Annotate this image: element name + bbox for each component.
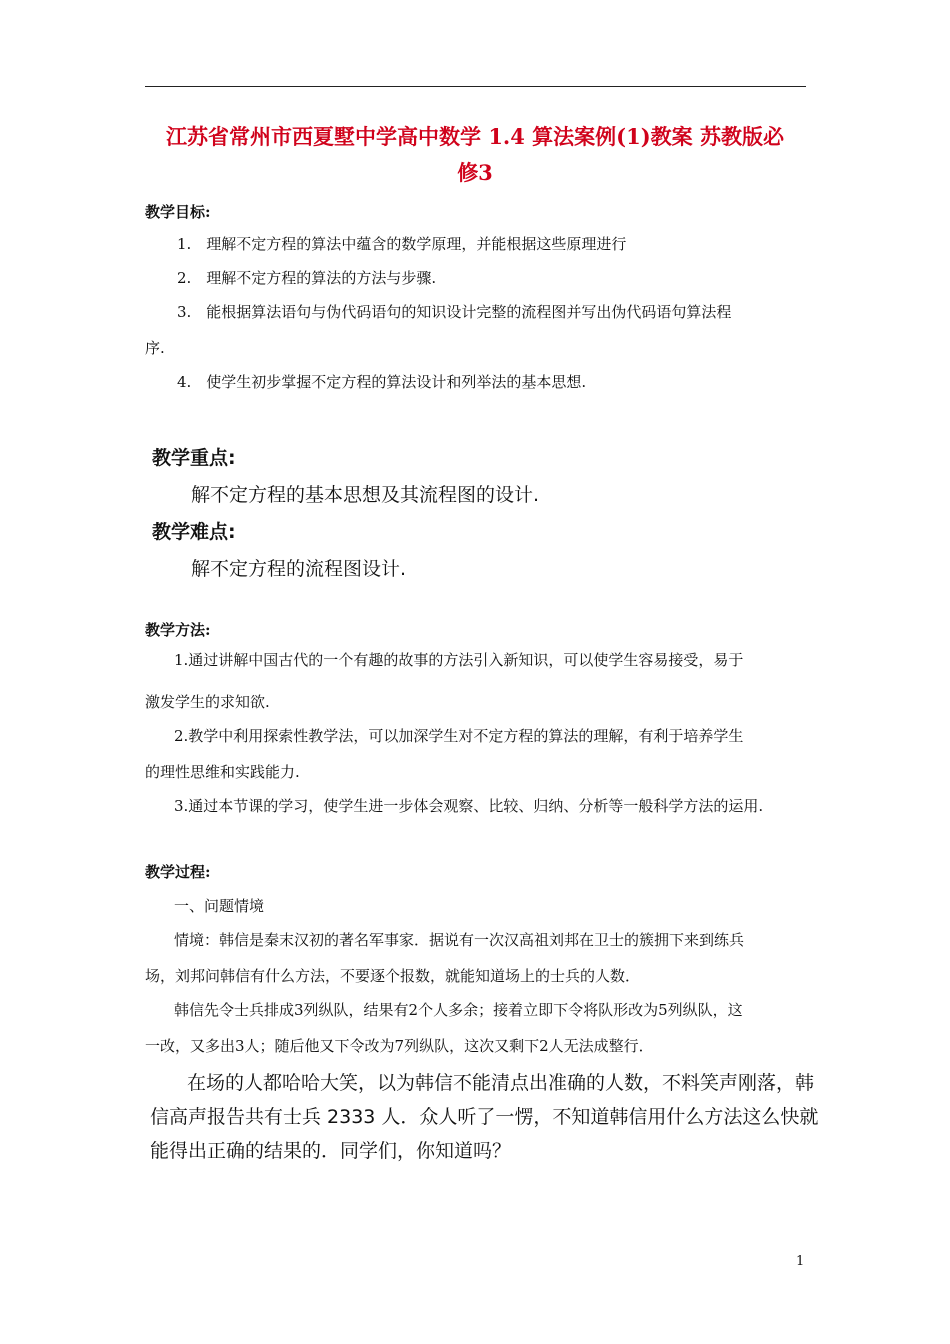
process-line-4: 一改，又多出3人；随后他又下令改为7列纵队，这次又剩下2人无法成整行． xyxy=(145,1037,654,1055)
objective-item-3: 3. 能根据算法语句与伪代码语句的知识设计完整的流程图并写出伪代码语句算法程 xyxy=(177,303,732,321)
document-title-line-1: 江苏省常州市西夏墅中学高中数学 1.4 算法案例(1)教案 苏教版必 xyxy=(166,124,784,149)
document-title-line-2: 修3 xyxy=(457,160,493,185)
page-number: 1 xyxy=(796,1254,805,1269)
objectives-heading: 教学目标: xyxy=(145,203,211,221)
process-line-3: 韩信先令士兵排成3列纵队，结果有2个人多余；接着立即下令将队形改为5列纵队，这 xyxy=(174,1001,743,1019)
process-line-1: 情境：韩信是秦末汉初的著名军事家．据说有一次汉高祖刘邦在卫士的簇拥下来到练兵 xyxy=(174,931,745,949)
difficulties-text: 解不定方程的流程图设计. xyxy=(191,558,407,580)
objective-item-4: 4. 使学生初步掌握不定方程的算法设计和列举法的基本思想. xyxy=(177,373,587,391)
process-section-title: 一、问题情境 xyxy=(174,897,265,915)
story-line-1: 在场的人都哈哈大笑，以为韩信不能清点出准确的人数，不料笑声刚落，韩 xyxy=(187,1072,815,1094)
method-line-3: 3.通过本节课的学习，使学生进一步体会观察、比较、归纳、分析等一般科学方法的运用. xyxy=(174,797,764,815)
process-line-2: 场，刘邦问韩信有什么方法，不要逐个报数，就能知道场上的士兵的人数． xyxy=(145,967,641,985)
difficulties-heading: 教学难点: xyxy=(152,521,236,543)
process-heading: 教学过程: xyxy=(145,863,211,881)
key-points-heading: 教学重点: xyxy=(152,447,236,469)
method-line-2-cont: 的理性思维和实践能力. xyxy=(145,763,300,781)
objective-item-2: 2. 理解不定方程的算法的方法与步骤. xyxy=(177,269,437,287)
story-line-2: 信高声报告共有士兵 2333 人．众人听了一愣，不知道韩信用什么方法这么快就 xyxy=(150,1106,819,1128)
key-points-text: 解不定方程的基本思想及其流程图的设计. xyxy=(191,484,540,506)
method-line-1-cont: 激发学生的求知欲. xyxy=(145,693,270,711)
methods-heading: 教学方法: xyxy=(145,621,211,639)
objective-item-1: 1. 理解不定方程的算法中蕴含的数学原理，并能根据这些原理进行 xyxy=(177,235,627,253)
method-line-1: 1.通过讲解中国古代的一个有趣的故事的方法引入新知识，可以使学生容易接受，易于 xyxy=(174,651,744,669)
header-rule xyxy=(145,86,806,87)
method-line-2: 2.教学中利用探索性教学法，可以加深学生对不定方程的算法的理解，有利于培养学生 xyxy=(174,727,744,745)
objective-item-3-cont: 序. xyxy=(145,339,165,357)
story-line-3: 能得出正确的结果的．同学们，你知道吗？ xyxy=(150,1140,512,1162)
